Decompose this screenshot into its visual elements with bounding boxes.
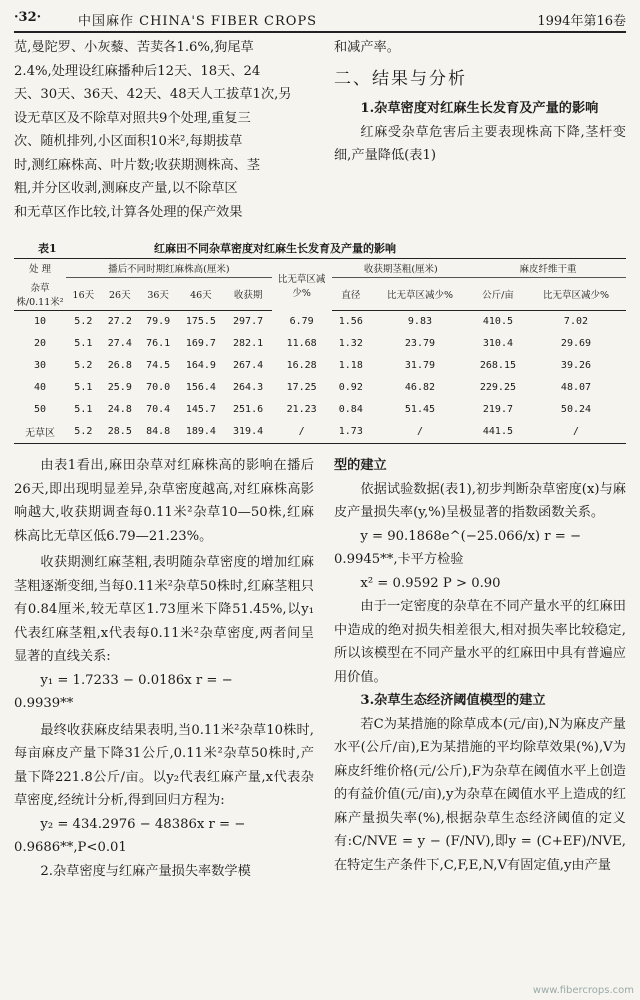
table-cell: 16.28 bbox=[286, 360, 317, 371]
table-cell: 5.2 bbox=[74, 316, 93, 327]
table-body bbox=[14, 310, 626, 443]
equation-continued: 0.9939** bbox=[14, 696, 74, 711]
table-cell: 169.7 bbox=[185, 338, 216, 349]
table-cell: 264.3 bbox=[233, 382, 264, 393]
table-cell: 5.1 bbox=[74, 382, 93, 393]
table-cell: 1.32 bbox=[338, 338, 363, 349]
col-header: 直径 bbox=[332, 278, 370, 311]
col-group-header: 播后不同时期红麻株高(厘米) bbox=[66, 259, 272, 278]
col-header: 比无草区减少% bbox=[526, 278, 626, 311]
table-cell: / bbox=[272, 421, 332, 444]
col-header: 46天 bbox=[177, 278, 224, 311]
left-column-bottom bbox=[14, 454, 314, 883]
col-header: 36天 bbox=[139, 278, 177, 311]
table-row bbox=[14, 333, 626, 355]
table-row bbox=[14, 399, 626, 421]
table-cell: 219.7 bbox=[482, 404, 513, 415]
table-cell: 5.1 bbox=[74, 404, 93, 415]
table-cell: 11.68 bbox=[286, 338, 317, 349]
col-header: 26天 bbox=[101, 278, 139, 311]
table-cell: 441.5 bbox=[470, 421, 526, 444]
header-rule bbox=[14, 31, 626, 33]
table-cell: 175.5 bbox=[185, 316, 216, 327]
running-header bbox=[14, 7, 626, 31]
table-cell: / bbox=[370, 421, 470, 444]
table-cell: 79.9 bbox=[146, 316, 171, 327]
table-cell: 27.2 bbox=[107, 316, 132, 327]
table-cell: 5.1 bbox=[74, 338, 93, 349]
paragraph: 红麻受杂草危害后主要表现株高下降,茎杆变细,产量降低(表1) bbox=[334, 124, 626, 163]
table-cell: 20 bbox=[33, 338, 47, 349]
table-cell: 268.15 bbox=[479, 360, 516, 371]
table-cell: 267.4 bbox=[233, 360, 264, 371]
paragraph: 由于一定密度的杂草在不同产量水平的红麻田中造成的绝对损失相差很大,相对损失率比较稳定,所以该模型在不同产量水平的红麻田中具有普遍应用价值。 bbox=[334, 599, 626, 685]
equation: x² = 0.9592 P > 0.90 bbox=[360, 575, 501, 591]
subsection-heading: 3.杂草生态经济阈值模型的建立 bbox=[360, 693, 546, 708]
table-row bbox=[14, 421, 626, 444]
table-cell: 1.73 bbox=[332, 421, 370, 444]
text-line: 天、30天、36天、42天、48天人工拔草1次,另 bbox=[14, 87, 292, 102]
table-cell: 251.6 bbox=[233, 404, 264, 415]
table-cell: 无草区 bbox=[14, 421, 66, 444]
text-line: 和减产率。 bbox=[334, 40, 400, 55]
table-cell: 76.1 bbox=[146, 338, 171, 349]
table-cell: 10 bbox=[33, 316, 47, 327]
paragraph: 最终收获麻皮结果表明,当0.11米²杂草10株时,每亩麻皮产量下降31公斤,0.11米²杂草50株时,产量下降221.8公斤/亩。以y₂代表红麻产量,x代表杂草密度,经统计分析,得到回归方程为: bbox=[14, 722, 314, 808]
table-cell: 229.25 bbox=[479, 382, 516, 393]
table-cell: 1.56 bbox=[338, 316, 363, 327]
equation-continued: 0.9686**,P<0.01 bbox=[14, 840, 127, 855]
paragraph: 依据试验数据(表1),初步判断杂草密度(x)与麻皮产量损失率(y,%)呈极显著的指数函数关系。 bbox=[334, 481, 626, 520]
table-row bbox=[14, 377, 626, 399]
table-cell: 9.83 bbox=[407, 316, 432, 327]
table-cell: 70.0 bbox=[146, 382, 171, 393]
table-cell: 1.18 bbox=[338, 360, 363, 371]
text-line: 2.4%,处理设红麻播种后12天、18天、24 bbox=[14, 63, 261, 79]
table-title: 红麻田不同杂草密度对红麻生长发育及产量的影响 bbox=[154, 242, 396, 255]
col-header: 处 理 bbox=[14, 259, 66, 278]
table-cell: 27.4 bbox=[107, 338, 132, 349]
table-cell: 50.24 bbox=[560, 404, 592, 415]
table-cell: 5.2 bbox=[66, 421, 101, 444]
text-line: 时,测红麻株高、叶片数;收获期测株高、茎 bbox=[14, 157, 261, 173]
col-header: 比无草区减少% bbox=[370, 278, 470, 311]
table-cell: / bbox=[526, 421, 626, 444]
table-cell: 17.25 bbox=[286, 382, 317, 393]
table-cell: 51.45 bbox=[404, 404, 436, 415]
equation: y₂ = 434.2976 − 48386x r = − bbox=[40, 816, 246, 832]
col-group-header: 收获期茎粗(厘米) bbox=[332, 259, 470, 278]
paragraph: 收获期测红麻茎粗,表明随杂草密度的增加红麻茎粗逐渐变细,当每0.11米²杂草50株时,红麻茎粗只有0.84厘米,较无草区1.73厘米下降51.45%,以y₁代表红麻茎粗,x代表每0.11米²杂草密度,两者间呈显著的直线关系: bbox=[14, 555, 314, 664]
table-cell: 28.5 bbox=[101, 421, 139, 444]
table-cell: 282.1 bbox=[233, 338, 264, 349]
table-cell: 39.26 bbox=[560, 360, 592, 371]
table-cell: 6.79 bbox=[289, 315, 314, 327]
table-cell: 164.9 bbox=[185, 360, 216, 371]
table-cell: 189.4 bbox=[177, 421, 224, 444]
table-row bbox=[14, 310, 626, 333]
table-cell: 46.82 bbox=[404, 382, 436, 393]
table-cell: 48.07 bbox=[560, 382, 592, 393]
table-cell: 29.69 bbox=[560, 338, 592, 349]
table-cell: 26.8 bbox=[107, 360, 132, 371]
col-header: 收获期 bbox=[224, 278, 271, 311]
subsection-heading: 2.杂草密度与红麻产量损失率数学模 bbox=[40, 863, 251, 879]
section-heading: 二、结果与分析 bbox=[334, 68, 467, 89]
right-column-bottom bbox=[334, 454, 626, 877]
table-cell: 30 bbox=[33, 360, 47, 371]
col-header: 杂草株/0.11米² bbox=[14, 278, 66, 311]
table-cell: 0.84 bbox=[338, 404, 363, 415]
paragraph: 由表1看出,麻田杂草对红麻株高的影响在播后26天,即出现明显差异,杂草密度越高,对红麻株高影响越大,收获期调查每0.11米²杂草10—50株,红麻株高比无草区低6.79—21.23%。 bbox=[14, 458, 314, 544]
table-cell: 156.4 bbox=[185, 382, 216, 393]
table-cell: 74.5 bbox=[146, 360, 171, 371]
table-cell: 40 bbox=[33, 382, 47, 393]
equation-continued: 0.9945**,卡平方检验 bbox=[334, 552, 464, 567]
table-cell: 24.8 bbox=[107, 404, 132, 415]
table-cell: 31.79 bbox=[404, 360, 436, 371]
table-cell: 50 bbox=[33, 404, 47, 415]
text-line: 次、随机排列,小区面积10米²,每期拔草 bbox=[14, 134, 243, 149]
table-cell: 0.92 bbox=[338, 382, 363, 393]
table-cell: 25.9 bbox=[107, 382, 132, 393]
col-header: 16天 bbox=[66, 278, 101, 311]
text-line: 和无草区作比较,计算各处理的保产效果 bbox=[14, 204, 243, 220]
text-line: 设无草区及不除草对照共9个处理,重复三 bbox=[14, 110, 251, 126]
col-header: 公斤/亩 bbox=[470, 278, 526, 311]
table-cell: 21.23 bbox=[286, 404, 317, 415]
page-number: ·32· bbox=[14, 10, 42, 25]
left-column-top bbox=[14, 36, 314, 224]
table-cell: 7.02 bbox=[563, 316, 589, 327]
table-cell: 145.7 bbox=[185, 404, 216, 415]
table-cell: 23.79 bbox=[404, 338, 436, 349]
issue-label: 1994年第16卷 bbox=[537, 14, 626, 29]
journal-name: 中国麻作 CHINA'S FIBER CROPS bbox=[78, 14, 318, 29]
subsection-heading: 1.杂草密度对红麻生长发育及产量的影响 bbox=[360, 101, 599, 116]
table-cell: 310.4 bbox=[482, 338, 513, 349]
table-row bbox=[14, 355, 626, 377]
col-group-header: 麻皮纤维干重 bbox=[470, 259, 626, 278]
watermark: www.fibercrops.com bbox=[532, 985, 634, 996]
table-cell: 319.4 bbox=[224, 421, 271, 444]
col-header: 比无草区减少% bbox=[272, 259, 332, 311]
table-cell: 410.5 bbox=[482, 316, 513, 327]
table-label: 表1 bbox=[38, 242, 57, 255]
text-line: 粗,并分区收剥,测麻皮产量,以不除草区 bbox=[14, 181, 238, 196]
right-column-top bbox=[334, 36, 626, 168]
paragraph: 若C为某措施的除草成本(元/亩),N为麻皮产量水平(公斤/亩),E为某措施的平均除草效果(%),V为麻皮纤维价格(元/公斤),F为杂草在阈值水平上创造的有益价值(元/亩),y为杂草在阈值水平上造成的红麻产量损失率(%),根据杂草生态经济阈值的定义有:C/NVE = y − (F/NV),即y = (C+EF)/NVE,在特定生产条件下,C,F,E,N,V有固定值,y由产量 bbox=[334, 716, 626, 873]
table-cell: 84.8 bbox=[139, 421, 177, 444]
data-table bbox=[14, 258, 626, 444]
subsection-heading-continued: 型的建立 bbox=[334, 458, 387, 473]
text-line: 苋,曼陀罗、小灰藜、苦荬各1.6%,狗尾草 bbox=[14, 40, 254, 55]
equation: y₁ = 1.7233 − 0.0186x r = − bbox=[40, 672, 233, 688]
table-cell: 70.4 bbox=[146, 404, 171, 415]
equation: y = 90.1868e^(−25.066/x) r = − bbox=[360, 528, 582, 544]
table-cell: 297.7 bbox=[233, 316, 264, 327]
table-cell: 5.2 bbox=[74, 360, 93, 371]
